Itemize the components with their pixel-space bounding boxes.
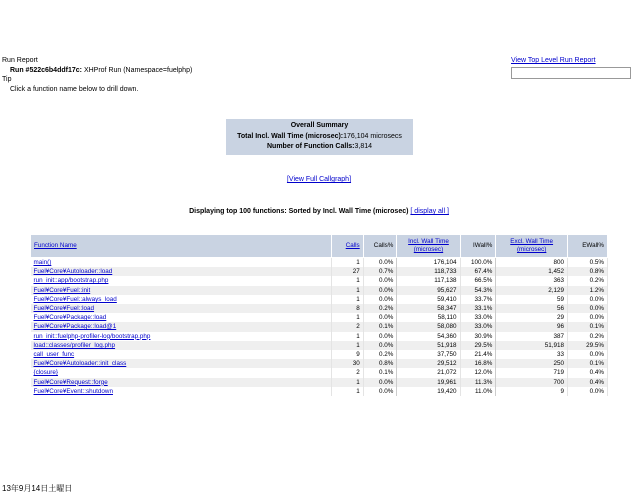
iwall-pct-cell: 66.5% bbox=[460, 276, 496, 285]
function-link[interactable]: Fuel¥Core¥Autoloader::init_class bbox=[33, 360, 127, 368]
callgraph-row bbox=[0, 176, 638, 183]
incl-wall-cell: 58,347 bbox=[397, 304, 460, 313]
view-full-callgraph-link[interactable]: [View Full Callgraph] bbox=[286, 176, 352, 183]
calls-cell: 1 bbox=[332, 286, 364, 295]
top-level-search-input[interactable] bbox=[511, 67, 631, 79]
function-link[interactable]: run_init::fuelphp-profiler-log/bootstrap.php bbox=[33, 332, 151, 340]
calls-pct-cell: 0.0% bbox=[363, 341, 397, 350]
tip-label: Tip bbox=[2, 76, 12, 83]
function-link[interactable]: {closure} bbox=[33, 369, 59, 377]
iwall-pct-cell: 33.7% bbox=[460, 295, 496, 304]
header-calls[interactable]: Calls bbox=[332, 235, 364, 258]
function-calls-label: Number of Function Calls: bbox=[266, 143, 355, 150]
iwall-pct-cell: 12.0% bbox=[460, 368, 496, 377]
table-row bbox=[31, 295, 608, 304]
calls-pct-cell: 0.0% bbox=[363, 295, 397, 304]
excl-wall-cell: 29 bbox=[496, 313, 568, 322]
function-name-cell[interactable] bbox=[31, 313, 332, 322]
function-link[interactable]: Fuel¥Core¥Fuel::load bbox=[33, 305, 95, 313]
function-name-cell[interactable] bbox=[31, 368, 332, 377]
incl-wall-cell: 37,750 bbox=[397, 350, 460, 359]
calls-pct-cell: 0.2% bbox=[363, 304, 397, 313]
incl-wall-cell: 58,110 bbox=[397, 313, 460, 322]
calls-cell: 8 bbox=[332, 304, 364, 313]
tip-text: Click a function name below to drill down. bbox=[10, 85, 139, 93]
incl-wall-cell: 118,733 bbox=[397, 267, 460, 276]
iwall-pct-cell: 33.0% bbox=[460, 313, 496, 322]
calls-cell: 1 bbox=[332, 387, 364, 396]
function-link[interactable]: Fuel¥Core¥Request::forge bbox=[33, 378, 108, 386]
table-row bbox=[31, 378, 608, 387]
overall-summary bbox=[226, 119, 413, 155]
incl-wall-cell: 19,420 bbox=[397, 387, 460, 396]
table-row bbox=[31, 387, 608, 396]
calls-pct-cell: 0.1% bbox=[363, 322, 397, 331]
table-row bbox=[31, 359, 608, 368]
incl-wall-cell: 29,512 bbox=[397, 359, 460, 368]
excl-wall-cell: 250 bbox=[496, 359, 568, 368]
calls-cell: 1 bbox=[332, 378, 364, 387]
calls-cell: 1 bbox=[332, 276, 364, 285]
ewall-pct-cell: 0.5% bbox=[567, 258, 607, 268]
function-link[interactable]: load::classes/profiler_log.php bbox=[33, 341, 116, 349]
function-name-cell[interactable] bbox=[31, 322, 332, 331]
calls-cell: 9 bbox=[332, 350, 364, 359]
header-excl-wall-time[interactable]: Excl. Wall Time (microsec) bbox=[496, 235, 568, 258]
incl-wall-cell: 117,138 bbox=[397, 276, 460, 285]
iwall-pct-cell: 100.0% bbox=[460, 258, 496, 268]
excl-wall-cell: 96 bbox=[496, 322, 568, 331]
header-incl-wall-time[interactable]: Incl. Wall Time (microsec) bbox=[397, 235, 460, 258]
iwall-pct-cell: 30.9% bbox=[460, 332, 496, 341]
function-link[interactable]: Fuel¥Core¥Autoloader::load bbox=[33, 268, 113, 276]
run-id: Run #522c6b4ddf17c: bbox=[10, 66, 82, 74]
excl-wall-cell: 800 bbox=[496, 258, 568, 268]
iwall-pct-cell: 67.4% bbox=[460, 267, 496, 276]
calls-pct-cell: 0.0% bbox=[363, 276, 397, 285]
footer-date: 13年9月14日土曜日 bbox=[2, 484, 73, 493]
function-name-cell[interactable] bbox=[31, 286, 332, 295]
table-row bbox=[31, 267, 608, 276]
incl-wall-cell: 54,360 bbox=[397, 332, 460, 341]
function-link[interactable]: Fuel¥Core¥Fuel::always_load bbox=[33, 295, 117, 303]
function-name-cell[interactable] bbox=[31, 304, 332, 313]
table-row bbox=[31, 313, 608, 322]
calls-pct-cell: 0.0% bbox=[363, 313, 397, 322]
calls-cell: 1 bbox=[332, 313, 364, 322]
ewall-pct-cell: 0.4% bbox=[567, 368, 607, 377]
excl-wall-cell: 51,918 bbox=[496, 341, 568, 350]
header-ewall-pct: EWall% bbox=[567, 235, 607, 258]
table-row bbox=[31, 286, 608, 295]
iwall-pct-cell: 11.3% bbox=[460, 378, 496, 387]
incl-wall-cell: 58,080 bbox=[397, 322, 460, 331]
excl-wall-cell: 2,129 bbox=[496, 286, 568, 295]
ewall-pct-cell: 0.0% bbox=[567, 313, 607, 322]
ewall-pct-cell: 0.0% bbox=[567, 387, 607, 396]
excl-wall-cell: 700 bbox=[496, 378, 568, 387]
calls-cell: 27 bbox=[332, 267, 364, 276]
calls-cell: 1 bbox=[332, 341, 364, 350]
calls-pct-cell: 0.2% bbox=[363, 350, 397, 359]
ewall-pct-cell: 0.0% bbox=[567, 295, 607, 304]
report-title: Run Report bbox=[2, 57, 38, 64]
incl-wall-cell: 95,627 bbox=[397, 286, 460, 295]
function-name-cell[interactable] bbox=[31, 387, 332, 396]
summary-title: Overall Summary bbox=[290, 122, 349, 129]
iwall-pct-cell: 33.0% bbox=[460, 322, 496, 331]
function-name-cell[interactable] bbox=[31, 359, 332, 368]
calls-pct-cell: 0.1% bbox=[363, 368, 397, 377]
report-header bbox=[2, 56, 192, 94]
excl-wall-cell: 56 bbox=[496, 304, 568, 313]
ewall-pct-cell: 0.2% bbox=[567, 332, 607, 341]
ewall-pct-cell: 0.2% bbox=[567, 276, 607, 285]
calls-pct-cell: 0.0% bbox=[363, 387, 397, 396]
calls-cell: 1 bbox=[332, 258, 364, 268]
iwall-pct-cell: 16.8% bbox=[460, 359, 496, 368]
displaying-text: Displaying top 100 functions: Sorted by Incl. Wall Time (microsec) bbox=[189, 208, 409, 215]
function-name-cell[interactable] bbox=[31, 350, 332, 359]
function-name-cell[interactable] bbox=[31, 378, 332, 387]
excl-wall-cell: 363 bbox=[496, 276, 568, 285]
incl-wall-cell: 21,072 bbox=[397, 368, 460, 377]
display-all-link[interactable]: [ display all ] bbox=[410, 208, 449, 215]
function-link[interactable]: call_user_func bbox=[33, 351, 75, 359]
calls-cell: 2 bbox=[332, 368, 364, 377]
wall-time-label: Total Incl. Wall Time (microsec): bbox=[237, 132, 344, 140]
table-row bbox=[31, 350, 608, 359]
calls-pct-cell: 0.0% bbox=[363, 286, 397, 295]
iwall-pct-cell: 33.1% bbox=[460, 304, 496, 313]
ewall-pct-cell: 0.0% bbox=[567, 304, 607, 313]
incl-wall-cell: 176,104 bbox=[397, 258, 460, 268]
wall-time-value: 176,104 microsecs bbox=[343, 132, 402, 140]
header-calls-pct: Calls% bbox=[363, 235, 397, 258]
calls-cell: 1 bbox=[332, 295, 364, 304]
function-link[interactable]: Fuel¥Core¥Event::shutdown bbox=[33, 387, 113, 395]
ewall-pct-cell: 1.2% bbox=[567, 286, 607, 295]
calls-cell: 30 bbox=[332, 359, 364, 368]
ewall-pct-cell: 0.1% bbox=[567, 359, 607, 368]
calls-pct-cell: 0.7% bbox=[363, 267, 397, 276]
excl-wall-cell: 9 bbox=[496, 387, 568, 396]
function-name-cell[interactable] bbox=[31, 295, 332, 304]
function-link[interactable]: run_init::app/bootstrap.php bbox=[33, 277, 109, 285]
incl-wall-cell: 51,918 bbox=[397, 341, 460, 350]
ewall-pct-cell: 29.5% bbox=[567, 341, 607, 350]
excl-wall-cell: 719 bbox=[496, 368, 568, 377]
function-link[interactable]: Fuel¥Core¥Package::load bbox=[33, 314, 107, 322]
function-name-cell[interactable] bbox=[31, 276, 332, 285]
table-row bbox=[31, 368, 608, 377]
calls-pct-cell: 0.0% bbox=[363, 378, 397, 387]
function-name-cell[interactable] bbox=[31, 341, 332, 350]
excl-wall-cell: 33 bbox=[496, 350, 568, 359]
calls-pct-cell: 0.8% bbox=[363, 359, 397, 368]
table-row bbox=[31, 276, 608, 285]
table-row bbox=[31, 332, 608, 341]
iwall-pct-cell: 54.3% bbox=[460, 286, 496, 295]
ewall-pct-cell: 0.1% bbox=[567, 322, 607, 331]
iwall-pct-cell: 29.5% bbox=[460, 341, 496, 350]
calls-cell: 2 bbox=[332, 322, 364, 331]
iwall-pct-cell: 21.4% bbox=[460, 350, 496, 359]
incl-wall-cell: 59,410 bbox=[397, 295, 460, 304]
table-row bbox=[31, 341, 608, 350]
header-function-name[interactable]: Function Name bbox=[31, 235, 332, 258]
function-name-cell[interactable] bbox=[31, 258, 332, 268]
function-link[interactable]: Fuel¥Core¥Fuel::init bbox=[33, 286, 91, 294]
table-row bbox=[31, 304, 608, 313]
function-name-cell[interactable] bbox=[31, 267, 332, 276]
excl-wall-cell: 387 bbox=[496, 332, 568, 341]
ewall-pct-cell: 0.4% bbox=[567, 378, 607, 387]
function-link[interactable]: main() bbox=[33, 259, 52, 266]
calls-cell: 1 bbox=[332, 332, 364, 341]
calls-pct-cell: 0.0% bbox=[363, 332, 397, 341]
excl-wall-cell: 59 bbox=[496, 295, 568, 304]
table-row bbox=[31, 258, 608, 268]
ewall-pct-cell: 0.0% bbox=[567, 350, 607, 359]
incl-wall-cell: 19,961 bbox=[397, 378, 460, 387]
function-table bbox=[30, 234, 608, 396]
run-line bbox=[2, 66, 192, 76]
function-calls-value: 3,814 bbox=[354, 143, 373, 150]
excl-wall-cell: 1,452 bbox=[496, 267, 568, 276]
calls-pct-cell: 0.0% bbox=[363, 258, 397, 268]
displaying-row bbox=[0, 208, 638, 215]
table-row bbox=[31, 322, 608, 331]
top-level-run-report-link[interactable]: View Top Level Run Report bbox=[511, 57, 596, 64]
function-name-cell[interactable] bbox=[31, 332, 332, 341]
header-iwall-pct: IWall% bbox=[460, 235, 496, 258]
function-link[interactable]: Fuel¥Core¥Package::load@1 bbox=[33, 323, 117, 331]
run-description: XHProf Run (Namespace=fuelphp) bbox=[83, 66, 193, 74]
ewall-pct-cell: 0.8% bbox=[567, 267, 607, 276]
iwall-pct-cell: 11.0% bbox=[460, 387, 496, 396]
